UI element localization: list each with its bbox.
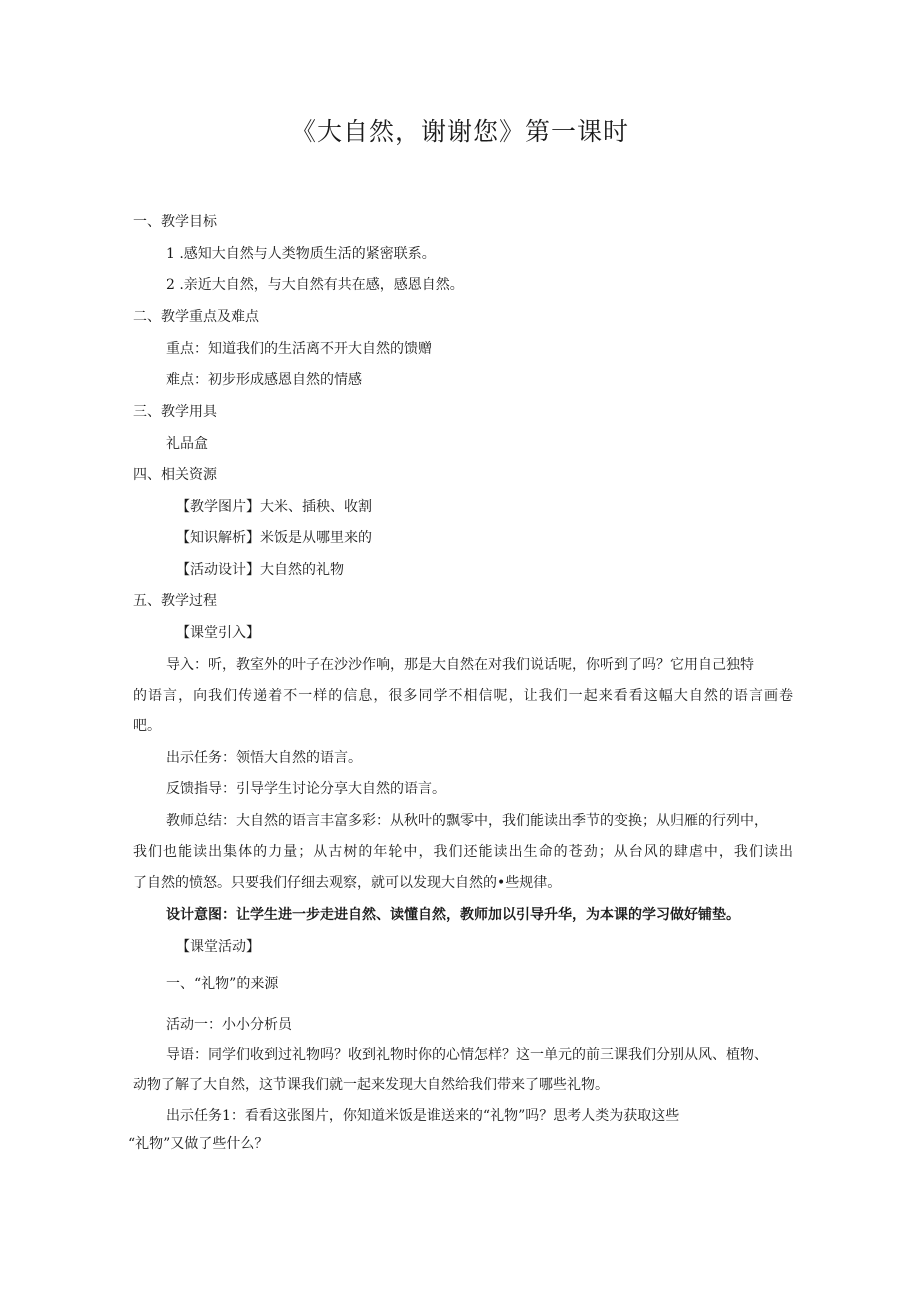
design-intent-text: 设计意图：让学生进一步走进自然、读懂自然，教师加以引导升华，为本课的学习做好铺垫。 bbox=[166, 907, 740, 923]
document-title: 《大自然，谢谢您》第一课时 bbox=[290, 117, 629, 146]
gift-source-heading: 一、“礼物”的来源 bbox=[166, 976, 279, 992]
resource-item-2: 【知识解析】米饭是从哪里来的 bbox=[176, 530, 372, 546]
task-show-text: 出示任务：领悟大自然的语言。 bbox=[166, 750, 362, 766]
resource-item-1: 【教学图片】大米、插秧、收割 bbox=[176, 499, 372, 515]
section-heading-tools: 三、教学用具 bbox=[133, 404, 217, 420]
guide-line-1: 导语：同学们收到过礼物吗？收到礼物时你的心情怎样？这一单元的前三课我们分别从风、植物、 bbox=[166, 1047, 768, 1063]
summary-line-3: 了自然的愤怒。只要我们仔细去观察，就可以发现大自然的•些规律。 bbox=[133, 875, 562, 891]
objective-item-1: 1 .感知大自然与人类物质生活的紧密联系。 bbox=[166, 246, 436, 262]
activity-one-title: 活动一：小小分析员 bbox=[166, 1017, 292, 1033]
summary-line-2: 我们也能读出集体的力量；从古树的年轮中，我们还能读出生命的苍劲；从台风的肆虐中，我们读出 bbox=[133, 844, 793, 860]
tool-item: 礼品盒 bbox=[166, 436, 208, 452]
section-heading-objectives: 一、教学目标 bbox=[133, 214, 217, 230]
guide-line-2: 动物了解了大自然，这节课我们就一起来发现大自然给我们带来了哪些礼物。 bbox=[133, 1077, 609, 1093]
key-point-text: 重点：知道我们的生活离不开大自然的馈赠 bbox=[166, 341, 432, 357]
activity-tag: 【课堂活动】 bbox=[176, 939, 260, 955]
intro-tag: 【课堂引入】 bbox=[176, 625, 260, 641]
intro-paragraph-line-3: 吧。 bbox=[133, 718, 161, 734]
summary-line-1: 教师总结：大自然的语言丰富多彩：从秋叶的飘零中，我们能读出季节的变换；从归雁的行列中， bbox=[166, 813, 768, 829]
section-heading-process: 五、教学过程 bbox=[133, 593, 217, 609]
section-heading-resources: 四、相关资源 bbox=[133, 467, 217, 483]
resource-item-3: 【活动设计】大自然的礼物 bbox=[176, 562, 344, 578]
intro-paragraph-line-1: 导入：听，教室外的叶子在沙沙作响，那是大自然在对我们说话呢，你听到了吗？它用自己独特 bbox=[166, 657, 754, 673]
feedback-text: 反馈指导：引导学生讨论分享大自然的语言。 bbox=[166, 781, 446, 797]
task1-line-2: “礼物”又做了些什么？ bbox=[128, 1136, 269, 1152]
difficult-point-text: 难点：初步形成感恩自然的情感 bbox=[166, 372, 362, 388]
section-heading-key-points: 二、教学重点及难点 bbox=[133, 309, 259, 325]
objective-item-2: 2 .亲近大自然，与大自然有共在感，感恩自然。 bbox=[166, 277, 464, 293]
intro-paragraph-line-2: 的语言，向我们传递着不一样的信息，很多同学不相信呢，让我们一起来看看这幅大自然的语言画卷 bbox=[133, 688, 793, 704]
task1-line-1: 出示任务1：看看这张图片，你知道米饭是谁送来的“礼物”吗？思考人类为获取这些 bbox=[166, 1108, 680, 1124]
